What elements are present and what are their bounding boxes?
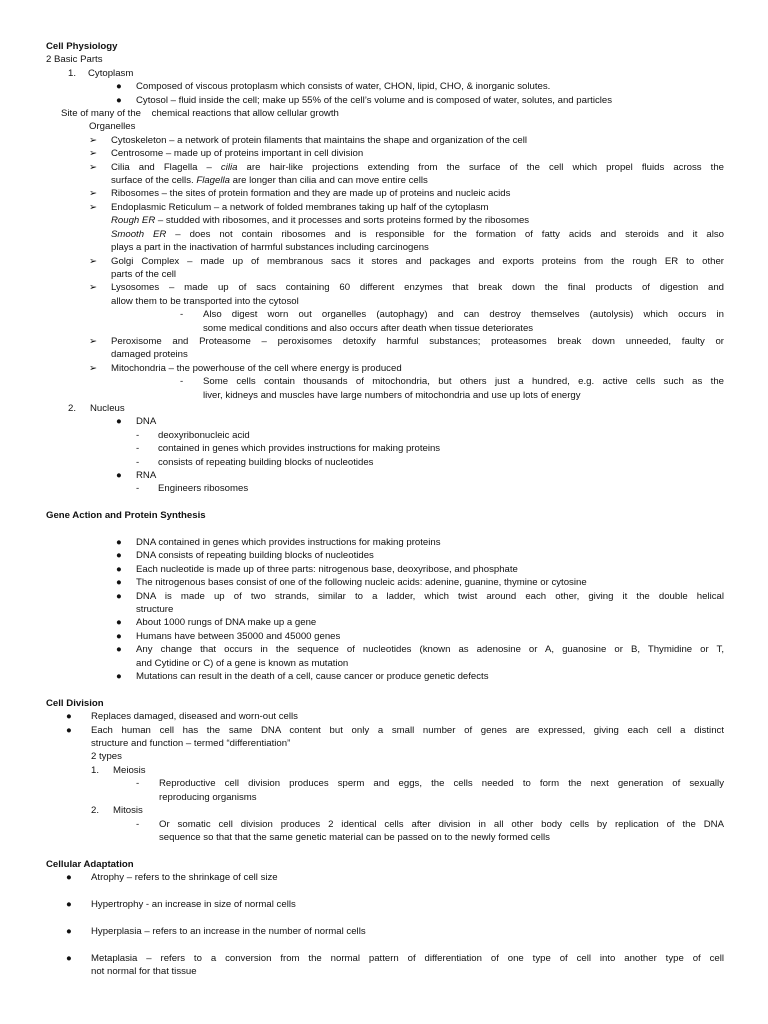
section-heading-cell-division: Cell Division — [46, 697, 104, 709]
list-item — [46, 871, 724, 884]
bullet-icon: ● — [116, 563, 122, 575]
list-item — [46, 536, 724, 549]
bullet-icon: ● — [116, 416, 122, 428]
list-item — [46, 187, 724, 200]
text-line: Endoplasmic Reticulum – a network of folded membranes taking up half of the cytoplasm — [111, 201, 489, 213]
text-line: Metaplasia – refers to a conversion from the normal pattern of differentiation of one type of cell into another type of cell — [91, 952, 724, 964]
bullet-icon: ● — [116, 630, 122, 642]
text-line: Humans have between 35000 and 45000 genes — [136, 630, 341, 642]
text-line: consists of repeating building blocks of nucleotides — [158, 456, 374, 468]
text-line: contained in genes which provides instructions for making proteins — [158, 443, 441, 455]
text-line: About 1000 rungs of DNA make up a gene — [136, 617, 317, 629]
list-item — [46, 147, 724, 160]
text-line: and Cytidine or C) of a gene is known as mutation — [136, 657, 349, 669]
site-line — [46, 107, 724, 120]
text-line: Cytoskeleton – a network of protein filaments that maintains the shape and organization of the cell — [111, 134, 527, 146]
list-item — [46, 952, 724, 979]
list-item — [46, 335, 724, 362]
bullet-icon: ● — [116, 671, 122, 683]
bullet-icon: ● — [66, 724, 72, 736]
page-title: Cell Physiology — [46, 41, 118, 52]
dash-icon: - — [136, 818, 140, 830]
text-line: Cilia and Flagella – — [111, 161, 221, 173]
list-number: 2. — [68, 402, 77, 414]
list-item — [46, 161, 724, 188]
text-line: Each nucleotide is made up of three parts: nitrogenous base, deoxyribose, and phosphate — [136, 563, 518, 575]
list-item — [46, 201, 724, 255]
list-item — [46, 469, 724, 482]
text-line: Flagella — [196, 175, 230, 187]
sub-list-item — [46, 442, 724, 455]
list-item — [46, 415, 724, 428]
list-item — [46, 255, 724, 282]
list-item — [46, 616, 724, 629]
cytoplasm-heading — [46, 67, 724, 80]
text-line: The nitrogenous bases consist of one of the following nucleic acids: adenine, guanine, thymine or cytosine — [136, 577, 587, 589]
list-item — [46, 549, 724, 562]
text-line: Each human cell has the same DNA content but only a small number of genes are expressed, giving each cell a distinct — [91, 724, 724, 736]
text-line: Hypertrophy - an increase in size of normal cells — [91, 898, 296, 910]
bullet-icon: ● — [116, 644, 122, 656]
list-item — [46, 590, 724, 617]
bullet-icon: ● — [66, 872, 72, 884]
text-line: Replaces damaged, diseased and worn-out cells — [91, 711, 298, 723]
list-item — [46, 898, 724, 911]
text-line: Peroxisome and Proteasome – peroxisomes detoxify harmful substances; proteasomes break down unneeded, faulty or — [111, 335, 724, 347]
bullet-icon: ● — [66, 952, 72, 964]
text-line: Cytosol – fluid inside the cell; make up 55% of the cell’s volume and is composed of water, solutes, and particles — [136, 94, 613, 106]
arrow-bullet-icon: ➢ — [89, 148, 98, 160]
text-line: Any change that occurs in the sequence of nucleotides (known as adenosine or A, guanosine or B, Thymidine or T, — [136, 644, 724, 656]
text-line: RNA — [136, 470, 157, 481]
bullet-icon: ● — [116, 94, 122, 106]
sub-list-item — [46, 429, 724, 442]
list-item — [46, 670, 724, 683]
list-item — [46, 362, 724, 375]
dash-icon: - — [180, 309, 184, 321]
text-line: Also digest worn out organelles (autophagy) and can destroy themselves (autolysis) which occurs in — [203, 309, 724, 321]
list-item — [46, 80, 724, 93]
text-line: sequence so that that the same genetic material can be passed on to the newly formed cells — [159, 831, 550, 843]
text-line: Ribosomes – the sites of protein formation and they are made up of proteins and nucleic acids — [111, 188, 511, 200]
organelles-label: Organelles — [89, 121, 136, 133]
text-line: structure — [136, 604, 174, 616]
bullet-icon: ● — [116, 590, 122, 602]
text-line: Reproductive cell division produces sperm and eggs, the cells needed to form the next generation of sexually — [159, 778, 724, 790]
text-line: DNA is made up of two strands, similar to a ladder, which twist around each other, giving it the double helical — [136, 590, 724, 602]
text-line: plays a part in the inactivation of harmful substances including carcinogens — [111, 242, 429, 254]
cytoplasm-label: Cytoplasm — [88, 67, 134, 79]
list-number: 1. — [68, 67, 77, 79]
text-line: Some cells contain thousands of mitochondria, but others just a hundred, e.g. active cells such as the — [203, 376, 724, 388]
arrow-bullet-icon: ➢ — [89, 134, 98, 146]
text-line: cilia — [220, 161, 238, 173]
text-line: chemical reactions that allow cellular growth — [151, 108, 339, 120]
text-line: Site of many of the — [61, 108, 141, 120]
text-line: Mitochondria – the powerhouse of the cell where energy is produced — [111, 362, 402, 374]
mitosis-heading — [46, 804, 724, 817]
list-item — [46, 710, 724, 723]
bullet-icon: ● — [116, 81, 122, 93]
text-line: Or somatic cell division produces 2 identical cells after division in all other body cells by replication of the DNA — [159, 818, 724, 830]
text-line: Golgi Complex – made up of membranous sacs it stores and packages and exports proteins from the rough ER to other — [111, 255, 724, 267]
text-line: DNA contained in genes which provides instructions for making proteins — [136, 537, 441, 548]
text-line: damaged proteins — [111, 349, 188, 361]
text-line: Centrosome – made up of proteins important in cell division — [111, 148, 364, 160]
dash-icon: - — [136, 483, 140, 495]
basic-parts-label: 2 Basic Parts — [46, 54, 103, 66]
document-page — [46, 40, 724, 978]
arrow-bullet-icon: ➢ — [89, 201, 98, 213]
text-line: structure and function – termed “differentiation” — [91, 738, 291, 750]
list-item — [46, 724, 724, 764]
text-line: some medical conditions and also occurs after death when tissue deteriorates — [203, 322, 534, 334]
bullet-icon: ● — [66, 898, 72, 910]
text-line: are longer than cilia and can move entire cells — [229, 175, 428, 187]
text-line: Meiosis — [113, 764, 146, 776]
text-line: Engineers ribosomes — [158, 483, 249, 495]
arrow-bullet-icon: ➢ — [89, 335, 98, 347]
list-item — [46, 630, 724, 643]
list-number: 2. — [91, 805, 100, 817]
bullet-icon: ● — [116, 537, 122, 548]
dash-icon: - — [136, 778, 140, 790]
dash-icon: - — [180, 376, 184, 388]
list-item — [46, 281, 724, 308]
text-line: Mitosis — [113, 805, 143, 817]
arrow-bullet-icon: ➢ — [89, 255, 98, 267]
bullet-icon: ● — [116, 577, 122, 589]
list-item — [46, 563, 724, 576]
sub-list-item — [46, 777, 724, 804]
text-line: Hyperplasia – refers to an increase in the number of normal cells — [91, 925, 366, 937]
text-line: Smooth ER — [111, 228, 167, 240]
text-line: Rough ER — [111, 215, 156, 227]
sub-list-item — [46, 482, 724, 495]
meiosis-heading — [46, 764, 724, 777]
types-label: 2 types — [91, 751, 122, 763]
nucleus-label: Nucleus — [90, 402, 125, 414]
list-item — [46, 576, 724, 589]
text-line: not normal for that tissue — [91, 965, 197, 977]
text-line: are hair-like projections extending from the surface of the cell which propel fluids across the — [237, 161, 724, 173]
text-line: Composed of viscous protoplasm which consists of water, CHON, lipid, CHO, & inorganic solutes. — [136, 81, 551, 93]
dash-icon: - — [136, 429, 140, 441]
text-line: surface of the cells. — [111, 175, 197, 187]
arrow-bullet-icon: ➢ — [89, 188, 98, 200]
section-heading-cellular-adaptation: Cellular Adaptation — [46, 858, 134, 870]
list-item — [46, 94, 724, 107]
arrow-bullet-icon: ➢ — [89, 362, 98, 374]
bullet-icon: ● — [116, 470, 122, 481]
text-line: DNA — [136, 416, 157, 428]
list-number: 1. — [91, 764, 100, 776]
list-item — [46, 134, 724, 147]
text-line: DNA consists of repeating building blocks of nucleotides — [136, 550, 374, 562]
text-line: liver, kidneys and muscles have large numbers of mitochondria and use up lots of energy — [203, 389, 581, 401]
text-line: reproducing organisms — [159, 791, 257, 803]
bullet-icon: ● — [116, 550, 122, 562]
text-line: Mutations can result in the death of a cell, cause cancer or produce genetic defects — [136, 671, 489, 683]
text-line: Atrophy – refers to the shrinkage of cell size — [91, 872, 278, 884]
text-line: – does not contain ribosomes and is responsible for the formation of fatty acids and steroids and it also — [166, 228, 724, 240]
sub-list-item — [46, 456, 724, 469]
sub-list-item — [46, 308, 724, 335]
sub-list-item — [46, 375, 724, 402]
text-line: Lysosomes – made up of sacs containing 60 different enzymes that break down the final products of digestion and — [111, 282, 724, 294]
sub-list-item — [46, 818, 724, 845]
text-line: parts of the cell — [111, 268, 177, 280]
arrow-bullet-icon: ➢ — [89, 282, 98, 294]
list-item — [46, 643, 724, 670]
text-line: deoxyribonucleic acid — [158, 429, 250, 441]
text-line: allow them to be transported into the cytosol — [111, 295, 299, 307]
dash-icon: - — [136, 456, 140, 468]
text-line: – studded with ribosomes, and it processes and sorts proteins formed by the ribosomes — [155, 215, 530, 227]
dash-icon: - — [136, 443, 140, 455]
bullet-icon: ● — [66, 925, 72, 937]
nucleus-heading — [46, 402, 724, 415]
arrow-bullet-icon: ➢ — [89, 161, 98, 173]
section-heading-gene-action: Gene Action and Protein Synthesis — [46, 510, 206, 522]
list-item — [46, 925, 724, 938]
bullet-icon: ● — [116, 617, 122, 629]
bullet-icon: ● — [66, 711, 72, 723]
